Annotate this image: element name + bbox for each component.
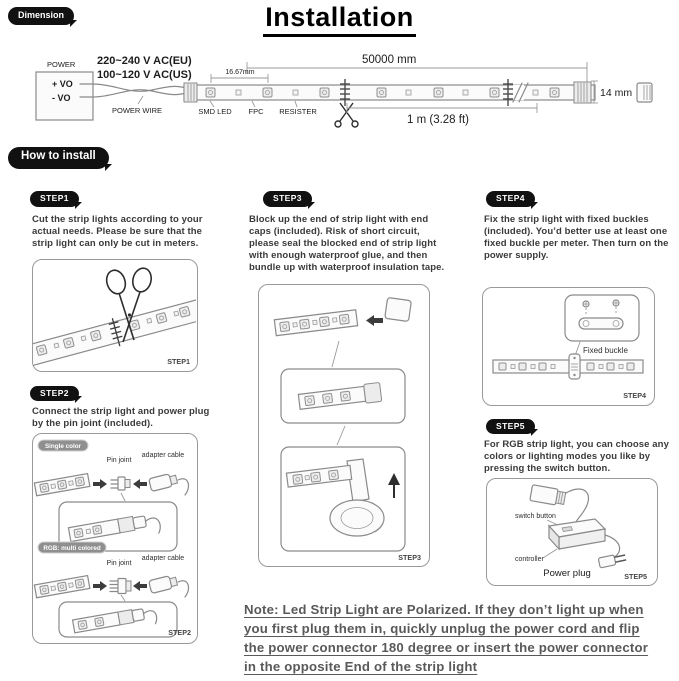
end-cap: [385, 297, 412, 321]
step1-text: Cut the strip lights according to your actual needs. Please be sure that the strip light can only be cut in meters.: [32, 213, 203, 249]
smd-led-label: SMD LED: [198, 107, 232, 116]
step2-corner-label: STEP2: [168, 628, 191, 637]
capped-strip: [298, 382, 382, 411]
step3-illustration: [258, 284, 430, 567]
power-plug-label: Power plug: [543, 568, 591, 579]
step1-illustration: [32, 259, 198, 372]
switch-button-label: switch button: [515, 513, 556, 520]
fixed-buckle-label: Fixed buckle: [583, 345, 628, 355]
right-arrow-icon: [93, 479, 107, 489]
power-wire: [93, 84, 186, 97]
cut-length-label: 1 m (3.28 ft): [407, 114, 469, 126]
voltage-us-label: 100~120 V AC(US): [97, 69, 192, 81]
led-strip: [34, 576, 89, 598]
note-line: the power connector 180 degree or insert the power connector: [244, 640, 649, 655]
polarity-note: [244, 600, 678, 676]
screw-icon: [583, 301, 589, 316]
rgb-tag: RGB: multi colored: [43, 545, 101, 552]
column-step4-step5: [482, 188, 679, 586]
led-strip: [34, 474, 89, 496]
left-arrow-icon: [133, 581, 147, 591]
connector-wire: [566, 489, 588, 524]
pin-joint: [111, 477, 130, 490]
power-wire-label: POWER WIRE: [112, 106, 162, 115]
connector-clip: [637, 83, 652, 102]
screw-icon: [613, 300, 619, 315]
connected-strip: [73, 606, 158, 638]
led-spacing-label: 16.67mm: [225, 69, 255, 76]
step4-illustration: [482, 287, 655, 406]
note-line: in the opposite End of the strip light: [244, 659, 478, 674]
step3-text: Block up the end of strip light with end caps (included). Risk of short circuit, please seal the blocked end of strip light with enough waterproof glue, and then bundle up with waterproof insulation tape.: [249, 213, 445, 273]
step5-badge: STEP5: [486, 419, 535, 435]
strip-end-connector: [574, 82, 591, 103]
adapter: [149, 574, 178, 593]
column-step3: [248, 188, 458, 567]
pin-joint-4pin: [110, 579, 131, 594]
right-arrow-icon: [93, 581, 107, 591]
adapter-wire: [178, 581, 189, 597]
strip-connector: [530, 485, 566, 507]
dimension-badge: Dimension: [8, 7, 74, 25]
power-label: POWER: [47, 60, 76, 69]
step5-corner-label: STEP5: [624, 572, 647, 581]
page-title: [0, 2, 679, 37]
led-strip: [274, 309, 357, 335]
note-line: Note: Led Strip Light are Polarized. If they don’t light up when: [244, 602, 644, 617]
step2-text: Connect the strip light and power plug by the pin joint (included).: [32, 406, 210, 429]
scissors-icon: [335, 103, 358, 127]
fixed-buckle: [579, 300, 623, 329]
plus-terminal-label: + VO: [52, 79, 73, 89]
left-arrow-icon: [366, 315, 383, 326]
step3-badge: STEP3: [263, 191, 312, 207]
step5-illustration: [486, 478, 658, 586]
step1-corner-label: STEP1: [167, 356, 190, 366]
fpc-label: FPC: [248, 107, 264, 116]
taped-strip: [286, 459, 400, 536]
adapter-cable-label: adapter cable: [141, 452, 185, 459]
buckle-clamp: [569, 354, 580, 379]
up-arrow-icon: [388, 473, 400, 485]
total-length-label: 50000 mm: [362, 54, 417, 66]
adapter-wire: [178, 479, 189, 495]
single-color-tag: Single color: [44, 443, 82, 450]
controller-label: controller: [515, 556, 544, 563]
step1-badge: STEP1: [30, 191, 79, 207]
step4-corner-label: STEP4: [623, 390, 646, 400]
how-to-install-badge: How to install: [8, 147, 109, 169]
column-step1-step2: [30, 188, 230, 644]
led-strip: [493, 360, 643, 373]
left-arrow-icon: [133, 479, 147, 489]
controller: [549, 519, 605, 549]
power-plug-icon: [598, 553, 626, 568]
voltage-eu-label: 220~240 V AC(EU): [97, 55, 192, 67]
step2-badge: STEP2: [30, 386, 79, 402]
page-title-text: Installation: [263, 2, 416, 37]
step3-corner-label: STEP3: [398, 552, 421, 562]
step5-text: For RGB strip light, you can choose any colors or lighting modes you like by pressing the switch button.: [484, 439, 669, 474]
pin-joint-label: Pin joint: [106, 560, 132, 567]
resister-label: RESISTER: [279, 107, 317, 116]
adapter: [149, 472, 178, 491]
dimension-diagram: [0, 45, 679, 150]
pin-joint-label: Pin joint: [106, 457, 132, 464]
minus-terminal-label: - VO: [52, 93, 71, 103]
strip-width-label: 14 mm: [600, 87, 633, 99]
adapter-cable-label: adapter cable: [141, 555, 185, 562]
step4-text: Fix the strip light with fixed buckles (included). You’d better use at least one fixed buckle per meter. Then turn on the power supply.: [484, 213, 669, 261]
tape-roll-icon: [330, 500, 384, 536]
step2-illustration: [32, 433, 198, 644]
led-strip: [184, 79, 595, 106]
step4-badge: STEP4: [486, 191, 535, 207]
note-line: you first plug them in, quickly unplug the power cord and flip: [244, 621, 640, 636]
